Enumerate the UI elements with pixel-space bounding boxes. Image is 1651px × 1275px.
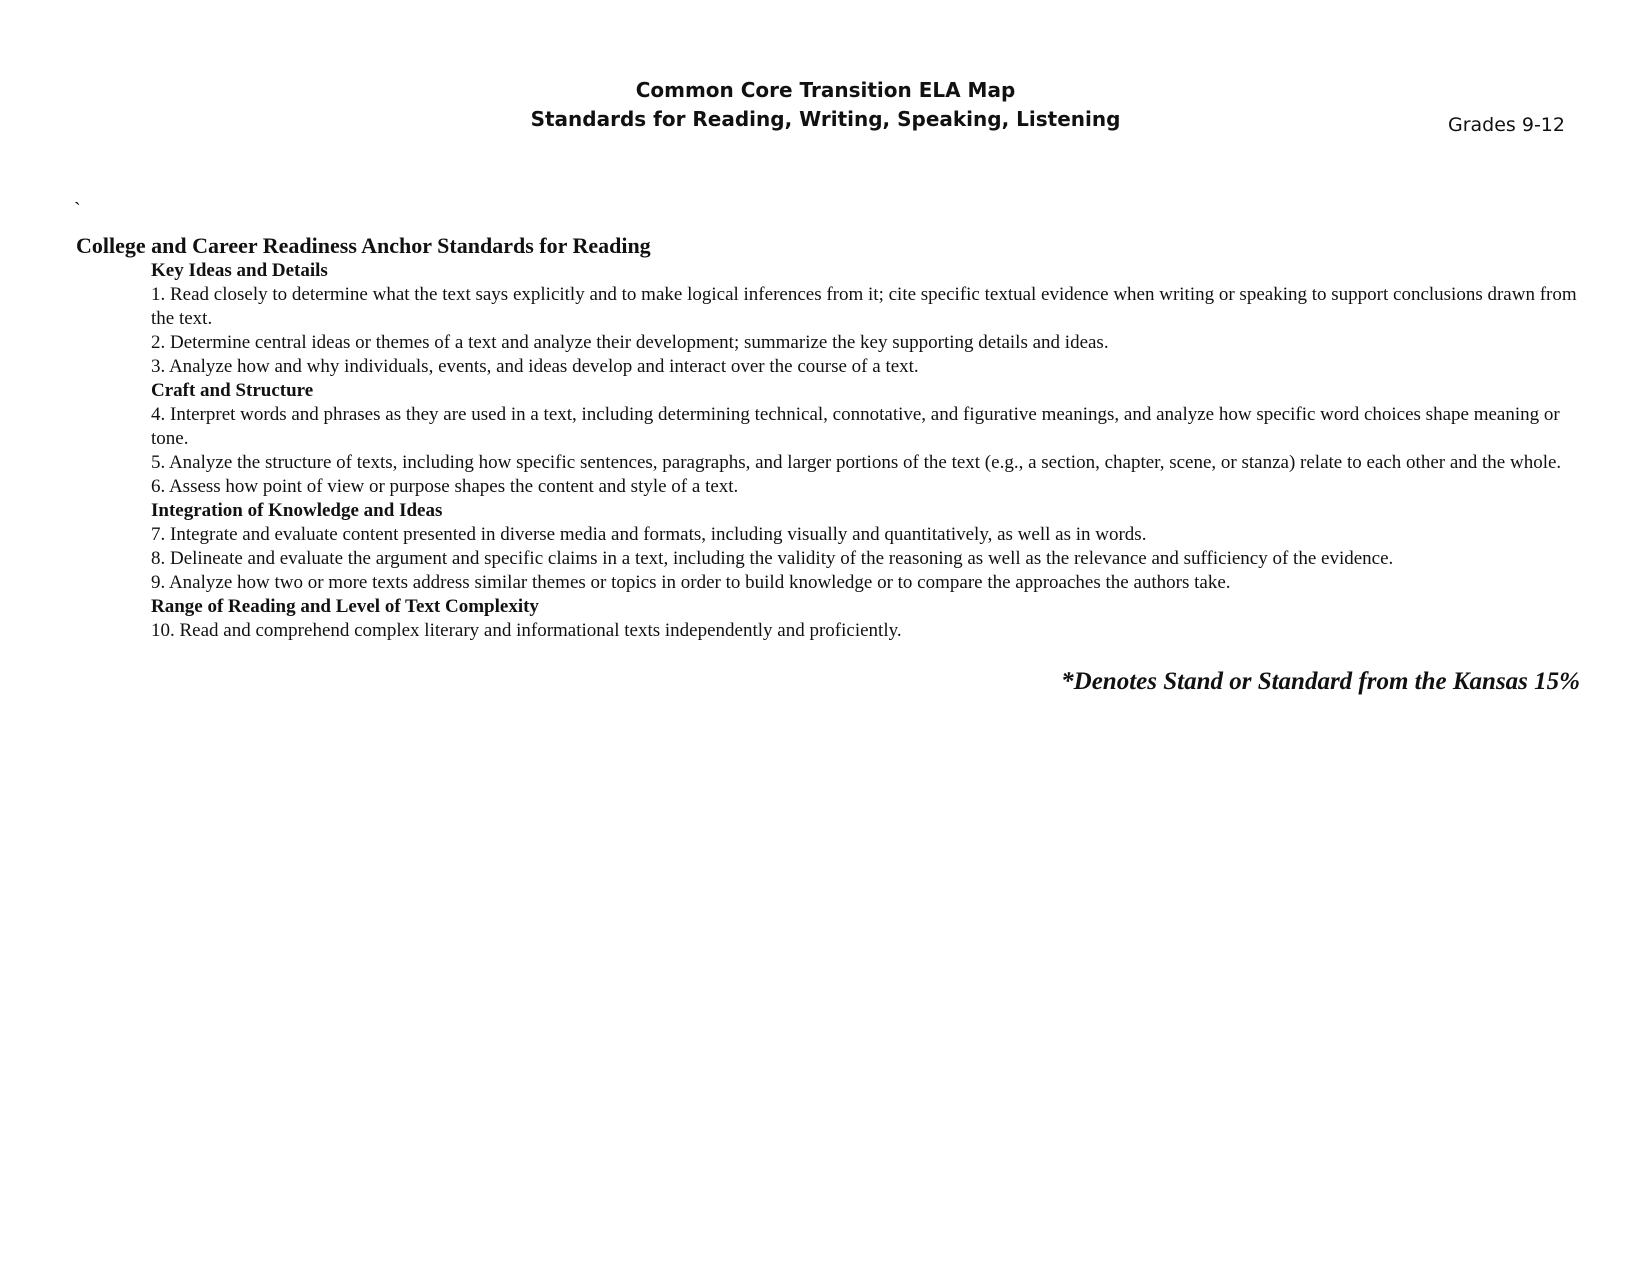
group-key-ideas: [151, 259, 1586, 379]
group-range-complexity: [151, 595, 1586, 643]
group-heading: Craft and Structure: [151, 380, 314, 401]
standard-item: 8. Delineate and evaluate the argument and specific claims in a text, including the validity of the reasoning as well as the relevance and sufficiency of the evidence.: [151, 548, 1394, 569]
standards-section: [76, 232, 1586, 643]
standard-item: 6. Assess how point of view or purpose shapes the content and style of a text.: [151, 476, 739, 497]
grade-range-label: Grades 9-12: [1448, 114, 1565, 136]
page-subtitle: Standards for Reading, Writing, Speaking, Listening: [530, 107, 1121, 131]
stray-backtick-mark: `: [74, 199, 81, 221]
group-craft-structure: [151, 379, 1586, 499]
standard-item: 4. Interpret words and phrases as they are used in a text, including determining technical, connotative, and figurative meanings, and analyze how specific word choices shape meaning or tone.: [151, 404, 1560, 449]
page-header: [0, 76, 1651, 134]
group-heading: Range of Reading and Level of Text Complexity: [151, 596, 539, 617]
standard-item: 5. Analyze the structure of texts, including how specific sentences, paragraphs, and larger portions of the text (e.g., a section, chapter, scene, or stanza) relate to each other and the whole.: [151, 452, 1562, 473]
standard-item: 10. Read and comprehend complex literary and informational texts independently and proficiently.: [151, 620, 902, 641]
standard-item: 7. Integrate and evaluate content presented in diverse media and formats, including visually and quantitatively, as well as in words.: [151, 524, 1147, 545]
standard-item: 2. Determine central ideas or themes of a text and analyze their development; summarize the key supporting details and ideas.: [151, 332, 1109, 353]
standard-item: 3. Analyze how and why individuals, events, and ideas develop and interact over the course of a text.: [151, 356, 919, 377]
group-heading: Integration of Knowledge and Ideas: [151, 500, 443, 521]
group-heading: Key Ideas and Details: [151, 260, 328, 281]
page-title: Common Core Transition ELA Map: [635, 78, 1016, 102]
standard-item: 1. Read closely to determine what the text says explicitly and to make logical inferences from it; cite specific textual evidence when writing or speaking to support conclusions drawn from the text.: [151, 284, 1577, 329]
group-integration: [151, 499, 1586, 595]
kansas-footnote: *Denotes Stand or Standard from the Kansas 15%: [1061, 668, 1580, 695]
standard-item: 9. Analyze how two or more texts address similar themes or topics in order to build knowledge or to compare the approaches the authors take.: [151, 572, 1231, 593]
standards-body: [76, 259, 1586, 643]
section-heading: College and Career Readiness Anchor Standards for Reading: [76, 233, 651, 258]
